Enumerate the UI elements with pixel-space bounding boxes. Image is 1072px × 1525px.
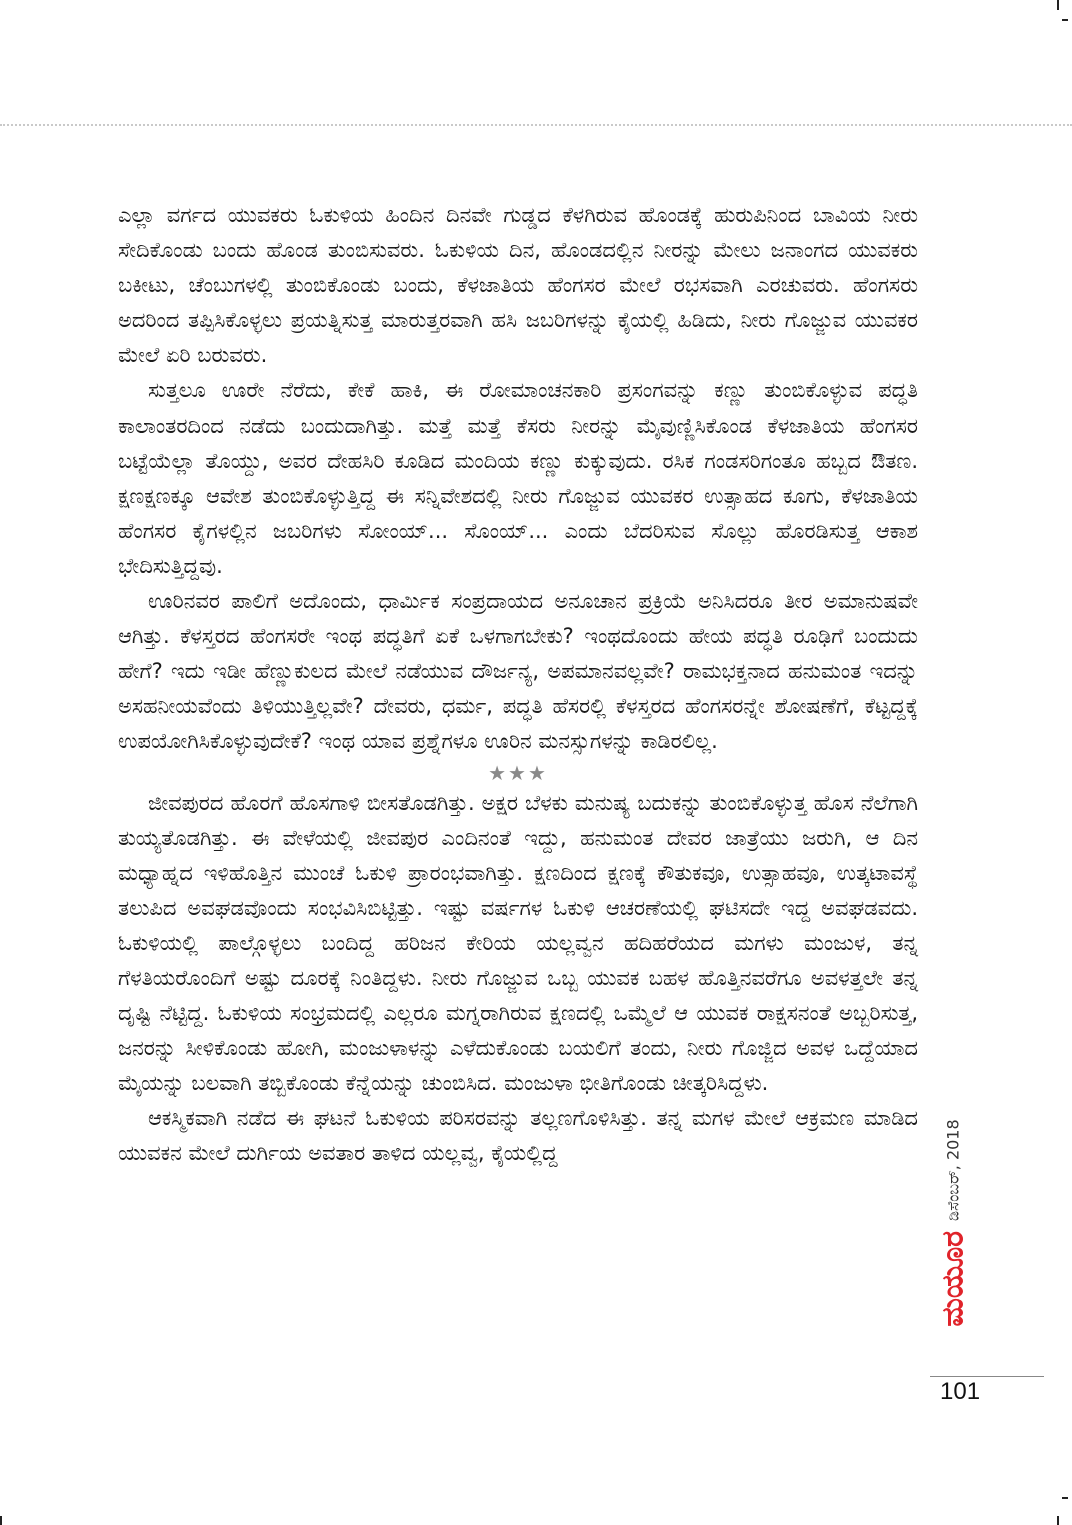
magazine-name-logo: ಮಯೂರ	[935, 1230, 971, 1327]
crop-mark-bottom-left	[0, 1516, 2, 1525]
article-paragraph: ಸುತ್ತಲೂ ಊರೇ ನೆರೆದು, ಕೇಕೆ ಹಾಕಿ, ಈ ರೋಮಾಂಚನಕಾರಿ ಪ್ರಸಂಗವನ್ನು ಕಣ್ಣು ತುಂಬಿಕೊಳ್ಳುವ ಪದ್ಧತಿ ಕಾಲಾಂತರದಿಂದ ನಡೆದು ಬಂದುದಾಗಿತ್ತು. ಮತ್ತೆ ಮತ್ತೆ ಕೆಸರು ನೀರನ್ನು ಮೈವುಣ್ಣಿಸಿಕೊಂಡ ಕೆಳಜಾತಿಯ ಹೆಂಗಸರ ಬಟ್ಟೆಯೆಲ್ಲಾ ತೊಯ್ದು, ಅವರ ದೇಹಸಿರಿ ಕೂಡಿದ ಮಂದಿಯ ಕಣ್ಣು ಕುಕ್ಕುವುದು. ರಸಿಕ ಗಂಡಸರಿಗಂತೂ ಹಬ್ಬದ ಔತಣ. ಕ್ಷಣಕ್ಷಣಕ್ಕೂ ಆವೇಶ ತುಂಬಿಕೊಳ್ಳುತ್ತಿದ್ದ ಈ ಸನ್ನಿವೇಶದಲ್ಲಿ ನೀರು ಗೊಜ್ಜುವ ಯುವಕರ ಉತ್ಸಾಹದ ಕೂಗು, ಕೆಳಜಾತಿಯ ಹೆಂಗಸರ ಕೈಗಳಲ್ಲಿನ ಜಬರಿಗಳು ಸೋಂಯ್... ಸೊಂಯ್... ಎಂದು ಬೆದರಿಸುವ ಸೊಲ್ಲು ಹೊರಡಿಸುತ್ತ ಆಕಾಶ ಭೇದಿಸುತ್ತಿದ್ದವು.	[118, 378, 918, 578]
section-separator-stars: ★★★	[488, 760, 548, 785]
article-paragraph: ಎಲ್ಲಾ ವರ್ಗದ ಯುವಕರು ಓಕುಳಿಯ ಹಿಂದಿನ ದಿನವೇ ಗುಡ್ಡದ ಕೆಳಗಿರುವ ಹೊಂಡಕ್ಕೆ ಹುರುಪಿನಿಂದ ಬಾವಿಯ ನೀರು ಸೇದಿಕೊಂಡು ಬಂದು ಹೊಂಡ ತುಂಬಿಸುವರು. ಓಕುಳಿಯ ದಿನ, ಹೊಂಡದಲ್ಲಿನ ನೀರನ್ನು ಮೇಲು ಜನಾಂಗದ ಯುವಕರು ಬಕೀಟು, ಚೆಂಬುಗಳಲ್ಲಿ ತುಂಬಿಕೊಂಡು ಬಂದು, ಕೆಳಜಾತಿಯ ಹೆಂಗಸರ ಮೇಲೆ ರಭಸವಾಗಿ ಎರಚುವರು. ಹೆಂಗಸರು ಅದರಿಂದ ತಪ್ಪಿಸಿಕೊಳ್ಳಲು ಪ್ರಯತ್ನಿಸುತ್ತ ಮಾರುತ್ತರವಾಗಿ ಹಸಿ ಜಬರಿಗಳನ್ನು ಕೈಯಲ್ಲಿ ಹಿಡಿದು, ನೀರು ಗೊಜ್ಜುವ ಯುವಕರ ಮೇಲೆ ಏರಿ ಬರುವರು.	[118, 203, 918, 368]
article-paragraph: ಆಕಸ್ಮಿಕವಾಗಿ ನಡೆದ ಈ ಘಟನೆ ಓಕುಳಿಯ ಪರಿಸರವನ್ನು ತಲ್ಲಣಗೊಳಿಸಿತ್ತು. ತನ್ನ ಮಗಳ ಮೇಲೆ ಆಕ್ರಮಣ ಮಾಡಿದ ಯುವಕನ ಮೇಲೆ ದುರ್ಗಿಯ ಅವತಾರ ತಾಳಿದ ಯಲ್ಲವ್ವ, ಕೈಯಲ್ಲಿದ್ದ	[118, 1106, 918, 1166]
magazine-side-label	[933, 1080, 973, 1365]
article-paragraph: ಊರಿನವರ ಪಾಲಿಗೆ ಅದೊಂದು, ಧಾರ್ಮಿಕ ಸಂಪ್ರದಾಯದ ಅನೂಚಾನ ಪ್ರಕ್ರಿಯೆ ಅನಿಸಿದರೂ ತೀರ ಅಮಾನುಷವೇ ಆಗಿತ್ತು. ಕೆಳಸ್ತರದ ಹೆಂಗಸರೇ ಇಂಥ ಪದ್ಧತಿಗೆ ಏಕೆ ಒಳಗಾಗಬೇಕು? ಇಂಥದೊಂದು ಹೇಯ ಪದ್ಧತಿ ರೂಢಿಗೆ ಬಂದುದು ಹೇಗೆ? ಇದು ಇಡೀ ಹೆಣ್ಣುಕುಲದ ಮೇಲೆ ನಡೆಯುವ ದೌರ್ಜನ್ಯ, ಅಪಮಾನವಲ್ಲವೇ? ರಾಮಭಕ್ತನಾದ ಹನುಮಂತ ಇದನ್ನು ಅಸಹನೀಯವೆಂದು ತಿಳಿಯುತ್ತಿಲ್ಲವೇ? ದೇವರು, ಧರ್ಮ, ಪದ್ಧತಿ ಹೆಸರಲ್ಲಿ ಕೆಳಸ್ತರದ ಹೆಂಗಸರನ್ನೇ ಶೋಷಣೆಗೆ, ಕೆಟ್ಟದ್ದಕ್ಕೆ ಉಪಯೋಗಿಸಿಕೊಳ್ಳುವುದೇಕೆ? ಇಂಥ ಯಾವ ಪ್ರಶ್ನೆಗಳೂ ಊರಿನ ಮನಸ್ಸುಗಳನ್ನು ಕಾಡಿರಲಿಲ್ಲ.	[118, 589, 918, 754]
issue-date: ಡಿಸೆಂಬರ್, 2018	[943, 1118, 962, 1221]
crop-mark-bottom-right	[1062, 1497, 1068, 1499]
article-paragraph: ಜೀವಪುರದ ಹೊರಗೆ ಹೊಸಗಾಳಿ ಬೀಸತೊಡಗಿತ್ತು. ಅಕ್ಷರ ಬೆಳಕು ಮನುಷ್ಯ ಬದುಕನ್ನು ತುಂಬಿಕೊಳ್ಳುತ್ತ ಹೊಸ ನೆಲೆಗಾಗಿ ತುಯ್ಯತೊಡಗಿತ್ತು. ಈ ವೇಳೆಯಲ್ಲಿ ಜೀವಪುರ ಎಂದಿನಂತೆ ಇದ್ದು, ಹನುಮಂತ ದೇವರ ಜಾತ್ರೆಯು ಜರುಗಿ, ಆ ದಿನ ಮಧ್ಯಾಹ್ನದ ಇಳಿಹೊತ್ತಿನ ಮುಂಚೆ ಓಕುಳಿ ಪ್ರಾರಂಭವಾಗಿತ್ತು. ಕ್ಷಣದಿಂದ ಕ್ಷಣಕ್ಕೆ ಕೌತುಕವೂ, ಉತ್ಸಾಹವೂ, ಉತ್ಕಟಾವಸ್ಥೆ ತಲುಪಿದ ಅವಘಡವೊಂದು ಸಂಭವಿಸಿಬಿಟ್ಟಿತ್ತು. ಇಷ್ಟು ವರ್ಷಗಳ ಓಕುಳಿ ಆಚರಣೆಯಲ್ಲಿ ಘಟಿಸದೇ ಇದ್ದ ಅವಘಡವದು. ಓಕುಳಿಯಲ್ಲಿ ಪಾಲ್ಗೊಳ್ಳಲು ಬಂದಿದ್ದ ಹರಿಜನ ಕೇರಿಯ ಯಲ್ಲವ್ವನ ಹದಿಹರೆಯದ ಮಗಳು ಮಂಜುಳ, ತನ್ನ ಗೆಳತಿಯರೊಂದಿಗೆ ಅಷ್ಟು ದೂರಕ್ಕೆ ನಿಂತಿದ್ದಳು. ನೀರು ಗೊಜ್ಜುವ ಒಬ್ಬ ಯುವಕ ಬಹಳ ಹೊತ್ತಿನವರೆಗೂ ಅವಳತ್ತಲೇ ತನ್ನ ದೃಷ್ಟಿ ನೆಟ್ಟಿದ್ದ. ಓಕುಳಿಯ ಸಂಭ್ರಮದಲ್ಲಿ ಎಲ್ಲರೂ ಮಗ್ನರಾಗಿರುವ ಕ್ಷಣದಲ್ಲಿ ಒಮ್ಮೆಲೆ ಆ ಯುವಕ ರಾಕ್ಷಸನಂತೆ ಅಬ್ಬರಿಸುತ್ತ, ಜನರನ್ನು ಸೀಳಿಕೊಂಡು ಹೋಗಿ, ಮಂಜುಳಾಳನ್ನು ಎಳೆದುಕೊಂಡು ಬಯಲಿಗೆ ತಂದು, ನೀರು ಗೊಜ್ಜಿದ ಅವಳ ಒದ್ದೆಯಾದ ಮೈಯನ್ನು ಬಲವಾಗಿ ತಬ್ಬಿಕೊಂಡು ಕೆನ್ನೆಯನ್ನು ಚುಂಬಿಸಿದ. ಮಂಜುಳಾ ಭೀತಿಗೊಂಡು ಚೀತ್ಕರಿಸಿದ್ದಳು.	[118, 790, 918, 1096]
article-body	[118, 198, 918, 1172]
crop-mark-top	[1057, 0, 1059, 10]
crop-mark-right-top	[1062, 19, 1068, 21]
page-number-rule	[930, 1376, 1044, 1377]
header-dotted-rule	[0, 124, 1072, 126]
crop-mark-bottom	[1057, 1516, 1059, 1525]
page-number: 101	[940, 1378, 981, 1405]
